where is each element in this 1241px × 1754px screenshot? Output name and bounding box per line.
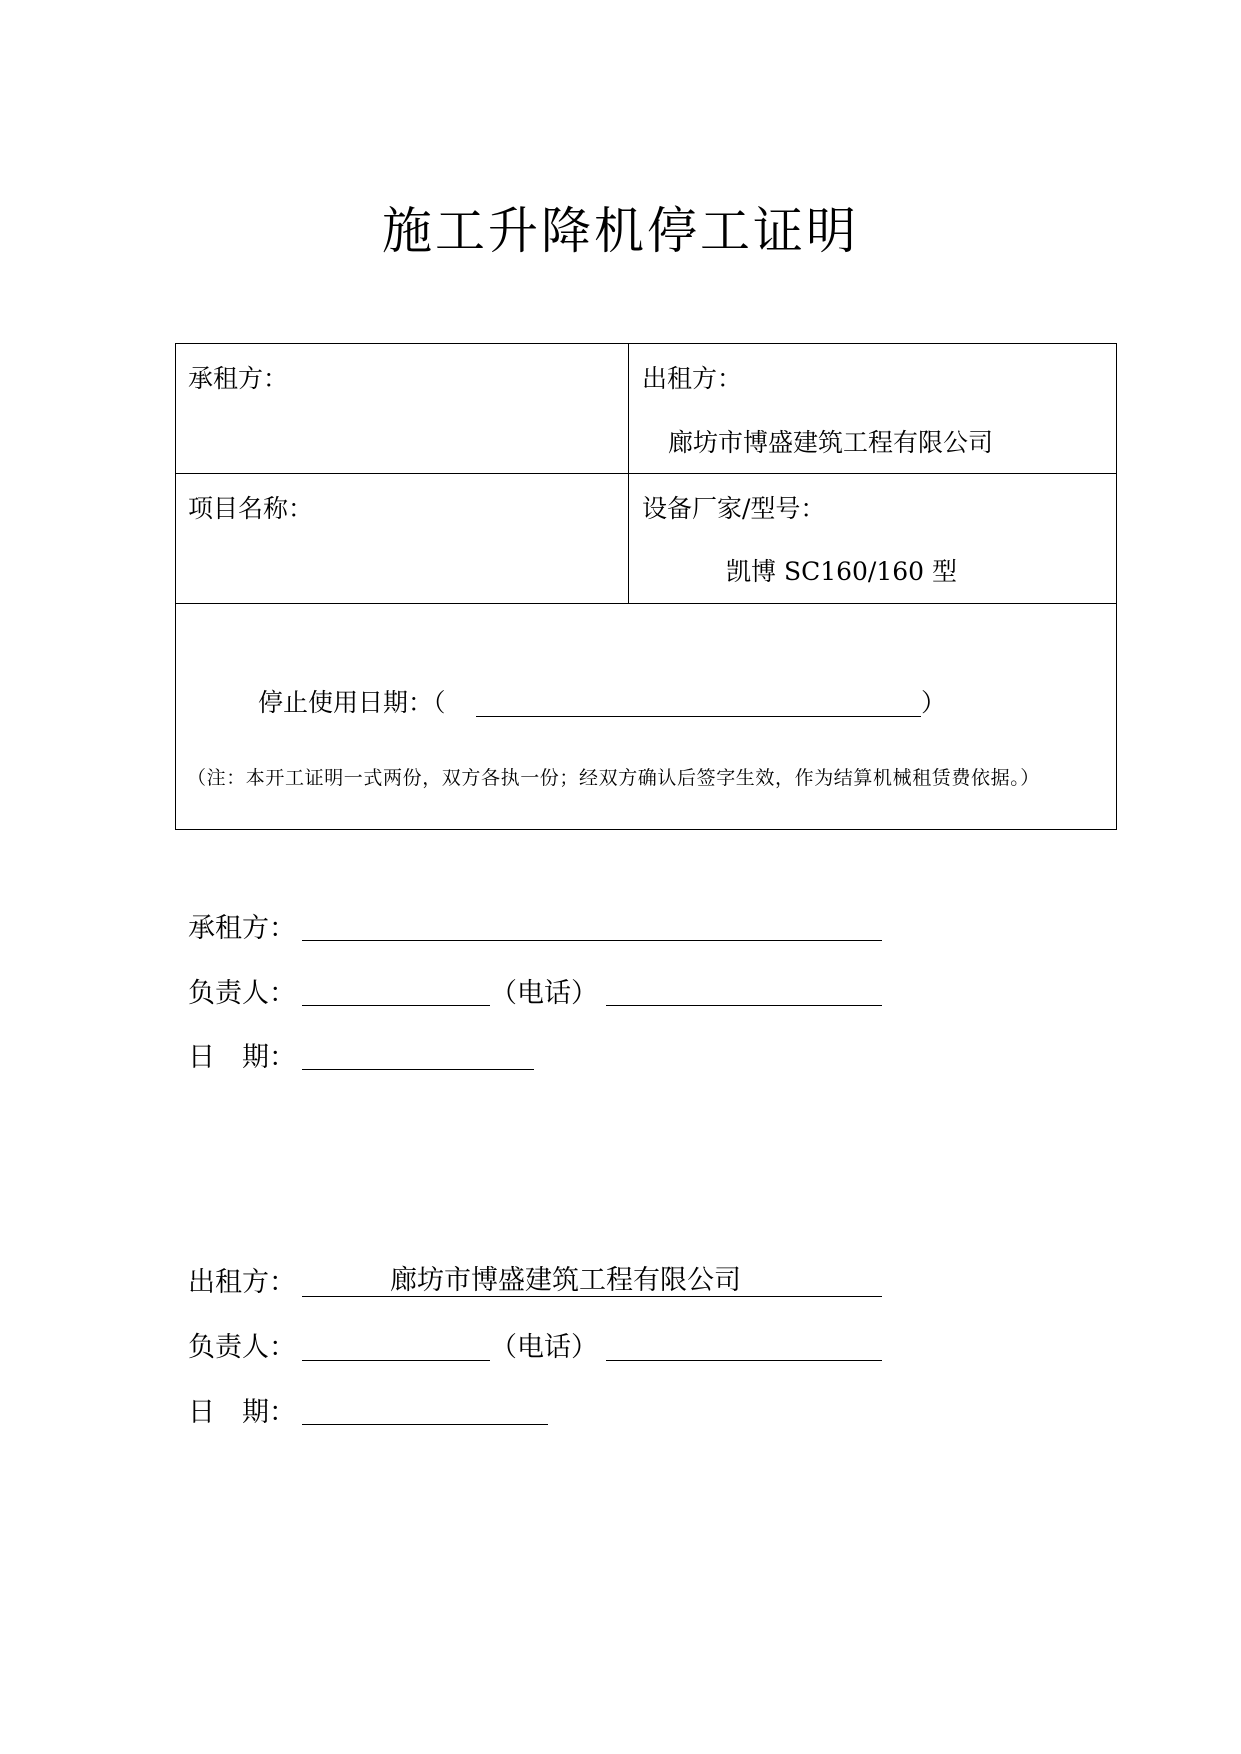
stop-date-close: ） [921,688,947,717]
lessee-person-line [302,1005,490,1006]
lessee-person-label: 负责人： [188,978,296,1009]
stop-date-label: 停止使用日期：（ [258,688,446,717]
lessor-label: 出租方： [642,364,743,393]
note-text: （注：本开工证明一式两份，双方各执一份；经双方确认后签字生效，作为结算机械租赁费依据。） [187,767,1040,789]
table-row-divider [176,603,1116,604]
lessor-person-label: 负责人： [188,1332,296,1363]
lessor-date-label: 日 期： [188,1397,296,1428]
lessee-label: 承租方： [188,364,289,393]
lessor-sign-line [302,1296,882,1297]
lessee-date-label: 日 期： [188,1042,296,1073]
equipment-value: 凯博 SC160/160 型 [726,557,958,586]
lessor-phone-line [606,1360,882,1361]
lessor-sign-label: 出租方： [188,1267,296,1298]
project-name-label: 项目名称： [188,494,314,523]
page-title: 施工升降机停工证明 [382,202,859,260]
lessee-sign-label: 承租方： [188,913,296,944]
lessee-phone-label: （电话） [490,978,598,1009]
lessee-sign-line [302,940,882,941]
equipment-label: 设备厂家/型号： [642,494,826,523]
lessee-phone-line [606,1005,882,1006]
lessor-phone-label: （电话） [490,1332,598,1363]
lessee-date-line [302,1069,534,1070]
lessor-value: 廊坊市博盛建筑工程有限公司 [668,428,994,457]
certificate-table [175,343,1117,830]
table-row-divider [176,473,1116,474]
lessor-date-line [302,1424,548,1425]
stop-date-line [476,716,921,717]
lessor-sign-value: 廊坊市博盛建筑工程有限公司 [390,1265,741,1296]
lessor-person-line [302,1360,490,1361]
